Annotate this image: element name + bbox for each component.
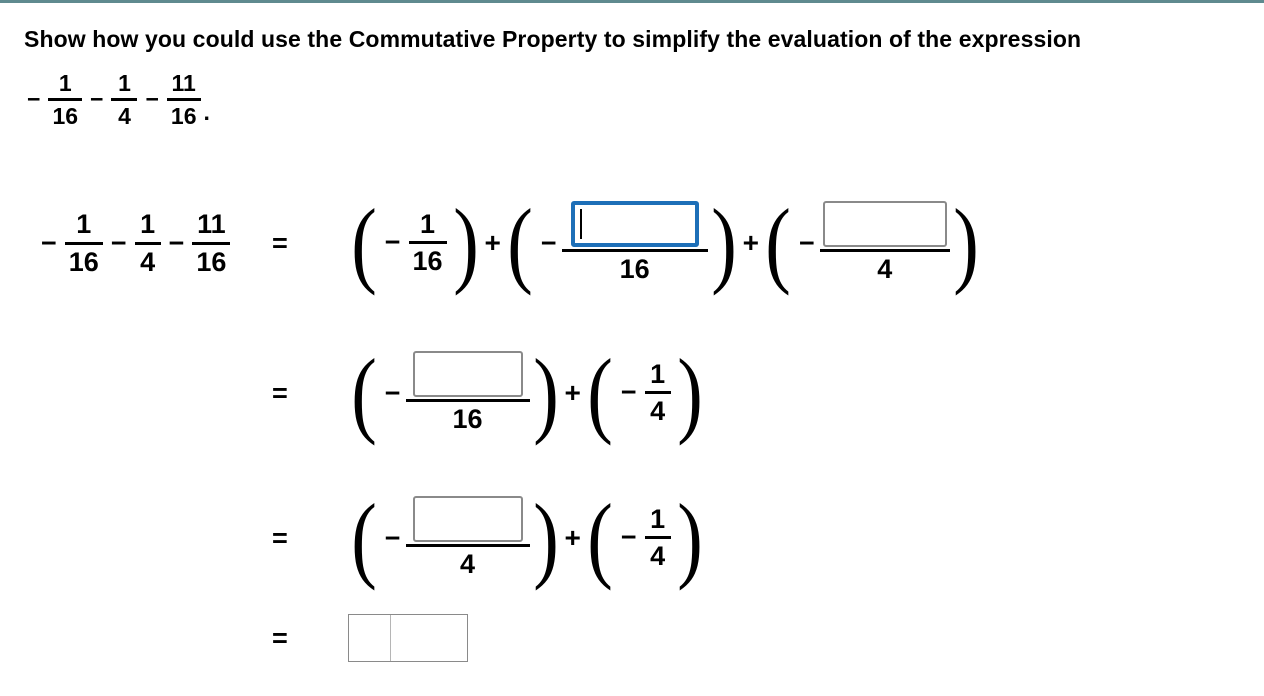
text-caret	[580, 209, 582, 239]
prompt-fraction-3-denominator: 16	[170, 103, 197, 130]
row-3-group-2	[584, 484, 706, 592]
prompt-expression	[22, 71, 210, 128]
row-1-group-1	[348, 189, 482, 297]
row-1-input-fraction-2	[820, 201, 950, 285]
left-fraction-1-denominator: 16	[68, 246, 99, 277]
row-1-fraction-1-denominator: 16	[412, 246, 443, 277]
answer-input-3[interactable]	[413, 351, 523, 397]
row-2-fraction-1-bar	[645, 391, 671, 394]
prompt-minus-2: −	[90, 86, 104, 113]
left-lead-minus: −	[41, 227, 57, 258]
row-2-sign-1: −	[384, 377, 401, 408]
row-3-fraction-1-bar	[645, 536, 671, 539]
row-1-paren-open-1: (	[350, 189, 377, 297]
prompt-fraction-3-bar	[167, 98, 201, 101]
answer-input-1-wrapper[interactable]	[571, 201, 699, 247]
prompt-fraction-1	[48, 71, 82, 128]
prompt-lead-minus: −	[27, 86, 41, 113]
row-2-sign-2: −	[620, 377, 637, 408]
row-2-equals: =	[272, 377, 288, 408]
prompt-fraction-1-numerator: 1	[58, 70, 72, 96]
answer-input-3-wrapper[interactable]	[413, 351, 523, 397]
row-1-input-fraction-2-denominator: 4	[877, 254, 893, 284]
answer-input-5-left-cell[interactable]	[349, 615, 391, 661]
prompt-period: .	[203, 99, 210, 126]
prompt-fraction-1-bar	[48, 98, 82, 101]
prompt-fraction-2-numerator: 1	[118, 70, 131, 96]
left-fraction-3-bar	[192, 242, 230, 245]
prompt-fraction-1-denominator: 16	[52, 103, 79, 130]
left-fraction-1-numerator: 1	[76, 209, 92, 240]
left-fraction-2-denominator: 4	[140, 246, 156, 277]
left-expression	[36, 183, 233, 303]
row-2-group-2	[584, 339, 706, 447]
row-1-group-2	[504, 189, 740, 297]
row-4-equals: =	[272, 622, 288, 653]
left-fraction-2	[135, 210, 161, 276]
row-3-paren-open-1: (	[350, 484, 377, 592]
answer-input-5[interactable]	[348, 614, 468, 662]
prompt-fraction-2-denominator: 4	[118, 103, 131, 130]
prompt-minus-3: −	[145, 86, 159, 113]
left-fraction-1	[65, 210, 103, 276]
left-minus-2: −	[110, 227, 127, 258]
row-3-input-fraction-1-bar	[406, 544, 530, 547]
answer-input-5-right-cell[interactable]	[391, 615, 467, 661]
answer-input-4-wrapper[interactable]	[413, 496, 523, 542]
row-2-fraction-1	[645, 360, 671, 426]
row-2-plus-1: +	[564, 377, 581, 408]
page-title: Show how you could use the Commutative Property to simplify the evaluation of the expression	[24, 26, 1082, 52]
row-3-sign-2: −	[620, 522, 637, 553]
row-1-paren-open-2: (	[507, 189, 533, 297]
answer-input-1[interactable]	[571, 201, 699, 247]
row-3-equals: =	[272, 522, 288, 553]
left-minus-3: −	[168, 227, 185, 258]
row-2-fraction-1-denominator: 4	[650, 396, 666, 427]
answer-input-2-wrapper[interactable]	[823, 201, 947, 247]
left-fraction-3-numerator: 11	[197, 209, 226, 240]
row-2-input-fraction-1-denominator: 16	[452, 404, 483, 434]
row-2-paren-open-2: (	[587, 339, 613, 447]
prompt-fraction-3-numerator: 11	[171, 70, 196, 96]
row-1-input-fraction-2-bar	[820, 249, 950, 252]
row-2-input-fraction-1	[406, 351, 530, 435]
row-2-paren-open-1: (	[350, 339, 377, 447]
row-1-sign-1: −	[384, 227, 401, 258]
equation-row-1	[272, 183, 982, 303]
row-1-paren-close-2: )	[710, 189, 737, 297]
answer-input-4[interactable]	[413, 496, 523, 542]
row-2-paren-close-1: )	[532, 339, 559, 447]
row-2-fraction-1-numerator: 1	[650, 359, 666, 390]
row-1-fraction-1-bar	[409, 241, 447, 244]
row-2-paren-close-2: )	[676, 339, 703, 447]
row-1-paren-close-3: )	[952, 189, 979, 297]
prompt-fraction-3	[167, 71, 201, 128]
row-1-sign-2: −	[540, 227, 557, 258]
row-3-input-fraction-1-denominator: 4	[460, 549, 476, 579]
answer-input-2[interactable]	[823, 201, 947, 247]
row-1-fraction-1	[409, 210, 447, 276]
row-1-fraction-1-numerator: 1	[420, 209, 436, 240]
row-1-sign-3: −	[798, 227, 815, 258]
worksheet-page	[0, 3, 1264, 696]
left-fraction-3-denominator: 16	[196, 246, 227, 277]
row-3-input-fraction-1	[406, 496, 530, 580]
equation-row-4	[272, 603, 468, 673]
row-1-plus-1: +	[484, 227, 501, 258]
row-2-group-1	[348, 339, 562, 447]
row-1-equals: =	[272, 227, 288, 258]
row-3-paren-open-2: (	[587, 484, 613, 592]
prompt-fraction-2-bar	[111, 98, 137, 101]
row-3-paren-close-2: )	[676, 484, 703, 592]
left-fraction-2-bar	[135, 242, 161, 245]
row-3-sign-1: −	[384, 522, 401, 553]
row-1-input-fraction-1	[562, 201, 708, 285]
row-1-plus-2: +	[742, 227, 759, 258]
equation-row-2	[272, 333, 706, 453]
row-3-plus-1: +	[564, 522, 581, 553]
row-1-group-3	[762, 189, 982, 297]
row-1-paren-close-1: )	[452, 189, 479, 297]
row-3-paren-close-1: )	[532, 484, 559, 592]
row-1-input-fraction-1-bar	[562, 249, 708, 252]
row-2-input-fraction-1-bar	[406, 399, 530, 402]
row-3-group-1	[348, 484, 562, 592]
prompt-fraction-2	[111, 71, 137, 128]
row-1-input-fraction-1-denominator: 16	[619, 254, 650, 284]
row-3-fraction-1-numerator: 1	[650, 504, 666, 535]
row-1-paren-open-3: (	[765, 189, 791, 297]
equation-row-3	[272, 478, 706, 598]
left-fraction-2-numerator: 1	[140, 209, 156, 240]
row-3-fraction-1-denominator: 4	[650, 541, 666, 572]
left-fraction-3	[192, 210, 230, 276]
row-3-fraction-1	[645, 505, 671, 571]
left-fraction-1-bar	[65, 242, 103, 245]
